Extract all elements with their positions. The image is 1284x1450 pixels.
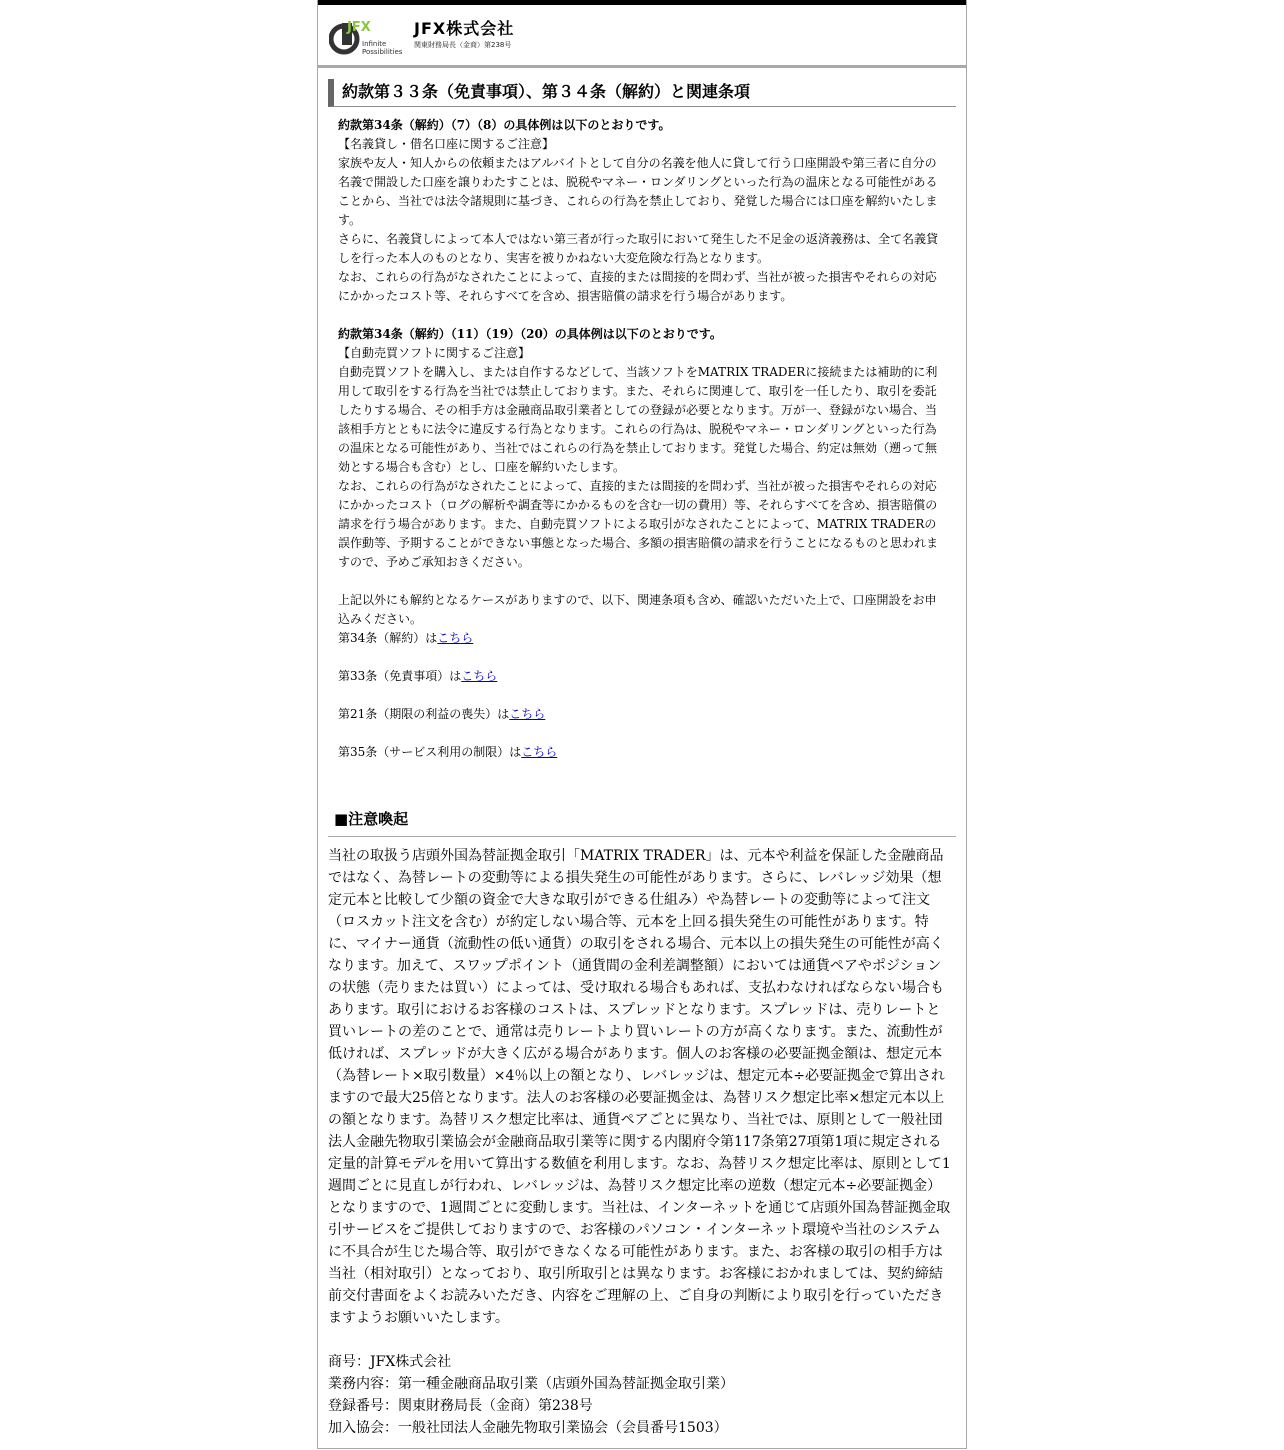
jfx-logo xyxy=(329,17,411,57)
spacer xyxy=(338,572,944,591)
terms-content xyxy=(318,107,966,762)
company-block xyxy=(414,20,514,50)
article-33-link[interactable]: こちら xyxy=(461,669,498,683)
caution-body: 当社の取扱う店頭外国為替証拠金取引「MATRIX TRADER」は、元本や利益を保証した金融商品ではなく、為替レートの変動等による損失発生の可能性があります。さらに、レバレッジ効果（想定元本と比較して少額の資金で大きな取引ができる仕組み）や為替レートの変動等によって注文（ロスカット注文を含む）が約定しない場合等、元本を上回る損失発生の可能性があります。特に、マイナー通貨（流動性の低い通貨）の取引をされる場合、元本以上の損失発生の可能性が高くなります。加えて、スワップポイント（通貨間の金利差調整額）においては通貨ペアやポジションの状態（売りまたは買い）によっては、受け取れる場合もあれば、支払わなければならない場合もあります。取引におけるお客様のコストは、スプレッドとなります。スプレッドは、売りレートと買いレートの差のことで、通常は売りレートより買いレートの方が高くなります。また、流動性が低ければ、スプレッドが大きく広がる場合があります。個人のお客様の必要証拠金額は、想定元本（為替レート×取引数量）×4％以上の額となり、レバレッジは、想定元本÷必要証拠金で算出されますので最大25倍となります。法人のお客様の必要証拠金は、為替リスク想定比率×想定元本以上の額となります。為替リスク想定比率は、通貨ペアごとに異なり、当社では、原則として一般社団法人金融先物取引業協会が金融商品取引業等に関する内閣府令第117条第27項第1項に規定される定量的計算モデルを用いて算出する数値を利用します。なお、為替リスク想定比率は、原則として1週間ごとに見直しが行われ、レバレッジは、為替リスク想定比率の逆数（想定元本÷必要証拠金）となりますので、1週間ごとに変動します。当社は、インターネットを通じて店頭外国為替証拠金取引サービスをご提供しておりますので、お客様のパソコン・インターネット環境や当社のシステムに不具合が生じた場合等、取引ができなくなる可能性があります。また、お客様の取引の相手方は当社（相対取引）となっており、取引所取引とは異なります。お客様におかれましては、契約締結前交付書面をよくお読みいただき、内容をご理解の上、ご自身の判断により取引を行っていただきますようお願いいたします。 xyxy=(328,848,951,1326)
article-34-label: 第34条（解約）は xyxy=(338,631,438,645)
spacer xyxy=(338,724,944,743)
article-21-line xyxy=(338,705,944,724)
association-line: 加入協会：一般社団法人金融先物取引業協会（会員番号1503） xyxy=(328,1420,728,1436)
logo-tagline-1: Infinite xyxy=(362,40,387,48)
spacer xyxy=(338,306,944,325)
block1-subheading: 【名義貸し・借名口座に関するご注意】 xyxy=(338,137,555,151)
business-line: 業務内容：第一種金融商品取引業（店頭外国為替証拠金取引業） xyxy=(328,1376,734,1392)
company-registration: 関東財務局長（金商）第238号 xyxy=(414,41,512,49)
company-line: 商号：JFX株式会社 xyxy=(328,1354,452,1370)
article-33-label: 第33条（免責事項）は xyxy=(338,669,462,683)
caution-content xyxy=(318,837,966,1439)
section-title: 約款第３３条（免責事項）、第３４条（解約）と関連条項 xyxy=(328,79,956,107)
block2-paragraph-1: 自動売買ソフトを購入し、または自作するなどして、当該ソフトをMATRIX TRADERに接続または補助的に利用して取引をする行為を当社では禁止しております。また、それらに関連して、取引を一任したり、取引を委託したりする場合、その相手方は金融商品取引業者としての登録が必要となります。万が一、登録がない場合、当該相手方とともに法令に違反する行為となります。これらの行為は、脱税やマネー・ロンダリングといった行為の温床となる可能性があり、当社ではこれらの行為を禁止しております。発覚した場合、約定は無効（遡って無効とする場合も含む）とし、口座を解約いたします。 xyxy=(338,365,938,474)
block2-subheading: 【自動売買ソフトに関するご注意】 xyxy=(338,346,531,360)
header xyxy=(318,5,966,68)
caution-heading: ■注意喚起 xyxy=(328,809,956,837)
spacer xyxy=(338,686,944,705)
page-frame xyxy=(317,0,967,1449)
article-34-link[interactable]: こちら xyxy=(437,631,474,645)
article-35-line xyxy=(338,743,944,762)
registration-line: 登録番号：関東財務局長（金商）第238号 xyxy=(328,1398,593,1414)
logo-tagline-2: Possibilities xyxy=(362,48,403,56)
block1-paragraph-3: なお、これらの行為がなされたことによって、直接的または間接的を問わず、当社が被った損害やそれらの対応にかかったコスト等、それらすべてを含め、損害賠償の請求を行う場合があります。 xyxy=(338,270,937,303)
article-35-label: 第35条（サービス利用の制限）は xyxy=(338,745,522,759)
terms-note: 上記以外にも解約となるケースがありますので、以下、関連条項も含め、確認いただいた上で、口座開設をお申込みください。 xyxy=(338,593,937,626)
block1-paragraph-2: さらに、名義貸しによって本人ではない第三者が行った取引において発生した不足金の返済義務は、全て名義貸しを行った本人のものとなり、実害を被りかねない大変危険な行為となります。 xyxy=(338,232,939,265)
company-name: JFX株式会社 xyxy=(414,19,515,38)
spacer xyxy=(338,648,944,667)
spacer xyxy=(328,1329,954,1351)
block2-paragraph-2: なお、これらの行為がなされたことによって、直接的または間接的を問わず、当社が被った損害やそれらの対応にかかったコスト（ログの解析や調査等にかかるものを含む一切の費用）等、それらすべてを含め、損害賠償の請求を行う場合があります。また、自動売買ソフトによる取引がなされたことによって、MATRIX TRADERの誤作動等、予期することができない事態となった場合、多額の損害賠償の請求を行うことになるものと思われますので、予めご承知おきください。 xyxy=(338,479,939,569)
logo-mark-text: JFX xyxy=(347,20,371,35)
block1-paragraph-1: 家族や友人・知人からの依頼またはアルバイトとして自分の名義を他人に貸して行う口座開設や第三者に自分の名義で開設した口座を譲りわたすことは、脱税やマネー・ロンダリングといった行為の温床となる可能性があることから、当社では法令諸規則に基づき、これらの行為を禁止しており、発覚した場合には口座を解約いたします。 xyxy=(338,156,938,227)
article-33-line xyxy=(338,667,944,686)
article-21-label: 第21条（期限の利益の喪失）は xyxy=(338,707,510,721)
block2-heading: 約款第34条（解約）（11）（19）（20）の具体例は以下のとおりです。 xyxy=(338,327,722,341)
article-21-link[interactable]: こちら xyxy=(509,707,546,721)
article-34-line xyxy=(338,629,944,648)
article-35-link[interactable]: こちら xyxy=(521,745,558,759)
block1-heading: 約款第34条（解約）（7）（8）の具体例は以下のとおりです。 xyxy=(338,118,671,132)
